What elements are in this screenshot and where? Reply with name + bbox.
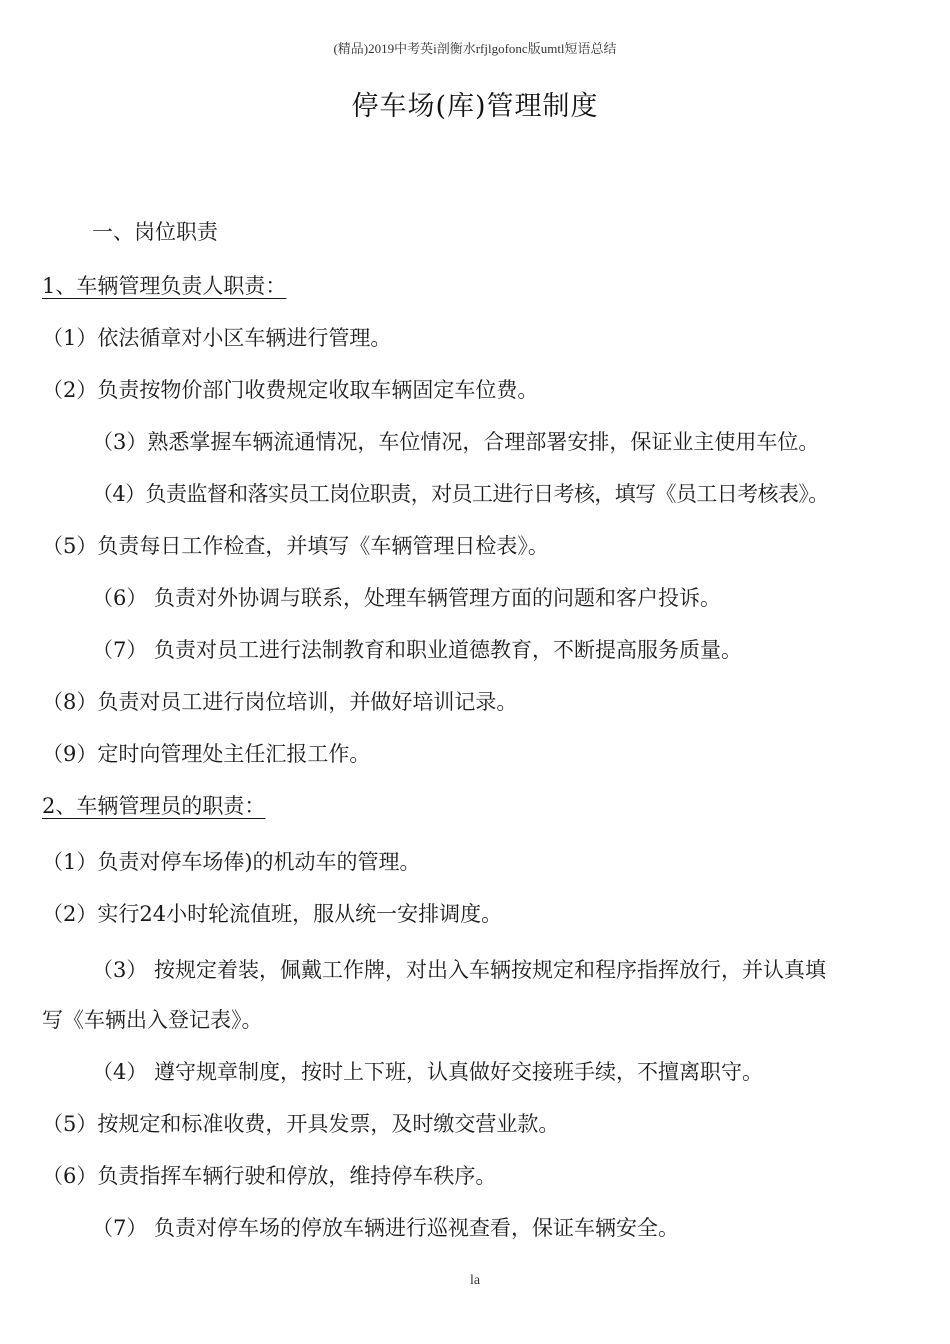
- list-item: （2）实行24小时轮流值班，服从统一安排调度。: [42, 902, 503, 926]
- list-item: （1）负责对停车场俸)的机动车的管理。: [42, 850, 421, 874]
- list-item: （9）定时向管理处主任汇报工作。: [42, 742, 371, 766]
- list-item-continuation: 写《车辆出入登记表》。: [42, 1008, 263, 1032]
- list-item: （5）负责每日工作检查，并填写《车辆管理日检表》。: [42, 534, 549, 558]
- list-item: （7） 负责对员工进行法制教育和职业道德教育，不断提高服务质量。: [92, 638, 743, 662]
- list-item: （4）负责监督和落实员工岗位职责，对员工进行日考核，填写《员工日考核表》。: [92, 482, 829, 506]
- list-item: （5）按规定和标准收费，开具发票，及时缴交营业款。: [42, 1112, 560, 1136]
- page-number: la: [469, 1273, 481, 1288]
- list-item: （6）负责指挥车辆行驶和停放，维持停车秩序。: [42, 1164, 497, 1188]
- list-item: （8）负责对员工进行岗位培训，并做好培训记录。: [42, 690, 518, 714]
- subsection-1-heading: 1、车辆管理负责人职责：: [42, 274, 287, 298]
- list-item: （2）负责按物价部门收费规定收取车辆固定车位费。: [42, 378, 539, 402]
- list-item: （4） 遵守规章制度，按时上下班，认真做好交接班手续，不擅离职守。: [92, 1060, 764, 1084]
- subsection-2-heading: 2、车辆管理员的职责：: [42, 794, 266, 818]
- list-item: （6） 负责对外协调与联系，处理车辆管理方面的问题和客户投诉。: [92, 586, 722, 610]
- running-header: (精品)2019中考英i剖衡水rfjlgofonc版umtl短语总结: [333, 41, 617, 56]
- list-item: （7） 负责对停车场的停放车辆进行巡视查看，保证车辆安全。: [92, 1216, 680, 1240]
- section-heading: 一、岗位职责: [92, 220, 218, 244]
- list-item: （3）熟悉掌握车辆流通情况，车位情况，合理部署安排，保证业主使用车位。: [92, 430, 820, 454]
- list-item: （1）依法循章对小区车辆进行管理。: [42, 326, 392, 350]
- document-title: 停车场(库)管理制度: [351, 91, 599, 122]
- list-item: （3） 按规定着装，佩戴工作牌，对出入车辆按规定和程序指挥放行，并认真填: [92, 958, 827, 982]
